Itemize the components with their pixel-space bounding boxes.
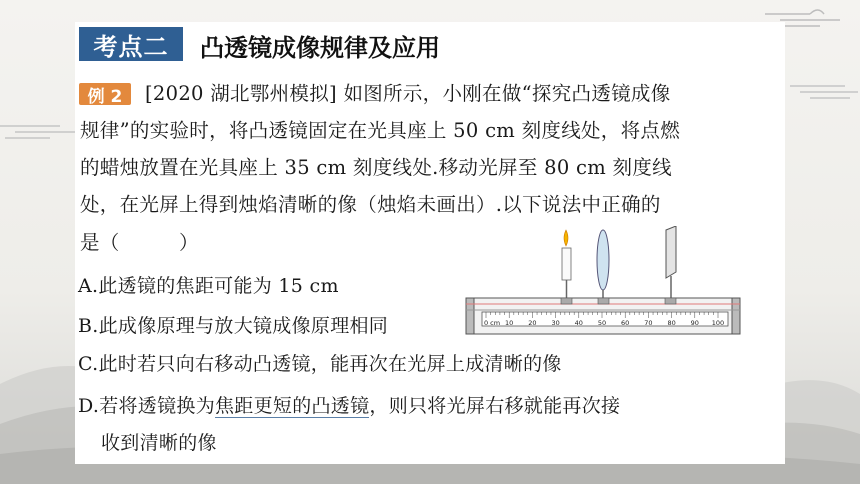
- ruler-tick-label: 80: [667, 319, 676, 327]
- ruler-tick-label: 60: [621, 319, 630, 327]
- option-d-prefix: D.若将透镜换为: [78, 395, 215, 417]
- cloud-ornament-icon: [0, 118, 80, 148]
- option-d-suffix: ，则只将光屏右移就能再次接: [369, 395, 621, 417]
- ruler-tick-label: 10: [505, 319, 514, 327]
- question-line-2: 规律”的实验时，将凸透镜固定在光具座上 50 cm 刻度线处，将点燃: [80, 119, 680, 142]
- example-badge: 例 2: [79, 83, 131, 105]
- ruler-tick-label: 20: [528, 319, 537, 327]
- option-b[interactable]: B.此成像原理与放大镜成像原理相同: [78, 315, 389, 337]
- option-d[interactable]: [78, 391, 620, 421]
- option-a[interactable]: A.此透镜的焦距可能为 15 cm: [78, 275, 339, 297]
- candle-icon: [561, 230, 572, 304]
- question-line-3: 的蜡烛放置在光具座上 35 cm 刻度线处.移动光屏至 80 cm 刻度线: [80, 156, 672, 179]
- option-d-underlined: 焦距更短的凸透镜: [215, 395, 370, 417]
- ruler-tick-label: 100: [711, 319, 725, 327]
- ruler-tick-label: 70: [644, 319, 653, 327]
- section-tag: 考点二: [79, 27, 183, 61]
- question-line-1: [2020 湖北鄂州模拟] 如图所示，小刚在做“探究凸透镜成像: [145, 82, 671, 105]
- ruler-tick-label: 30: [551, 319, 560, 327]
- option-c[interactable]: C.此时若只向右移动凸透镜，能再次在光屏上成清晰的像: [78, 353, 562, 375]
- option-d-line2: 收到清晰的像: [101, 432, 217, 454]
- ruler-tick-label: 90: [690, 319, 699, 327]
- ruler-tick-label: 50: [597, 319, 607, 327]
- section-title: 凸透镜成像规律及应用: [200, 33, 440, 62]
- ruler-tick-label: 40: [574, 319, 583, 327]
- question-line-4: 处，在光屏上得到烛焰清晰的像（烛焰未画出）.以下说法中正确的: [80, 193, 661, 216]
- convex-lens-icon: [597, 230, 609, 304]
- light-screen-icon: [665, 226, 676, 304]
- cloud-ornament-icon: [790, 78, 860, 108]
- question-line-5: 是（ ）: [80, 231, 199, 254]
- optical-bench-figure: [462, 226, 744, 340]
- ruler-tick-label: 0 cm: [483, 319, 501, 327]
